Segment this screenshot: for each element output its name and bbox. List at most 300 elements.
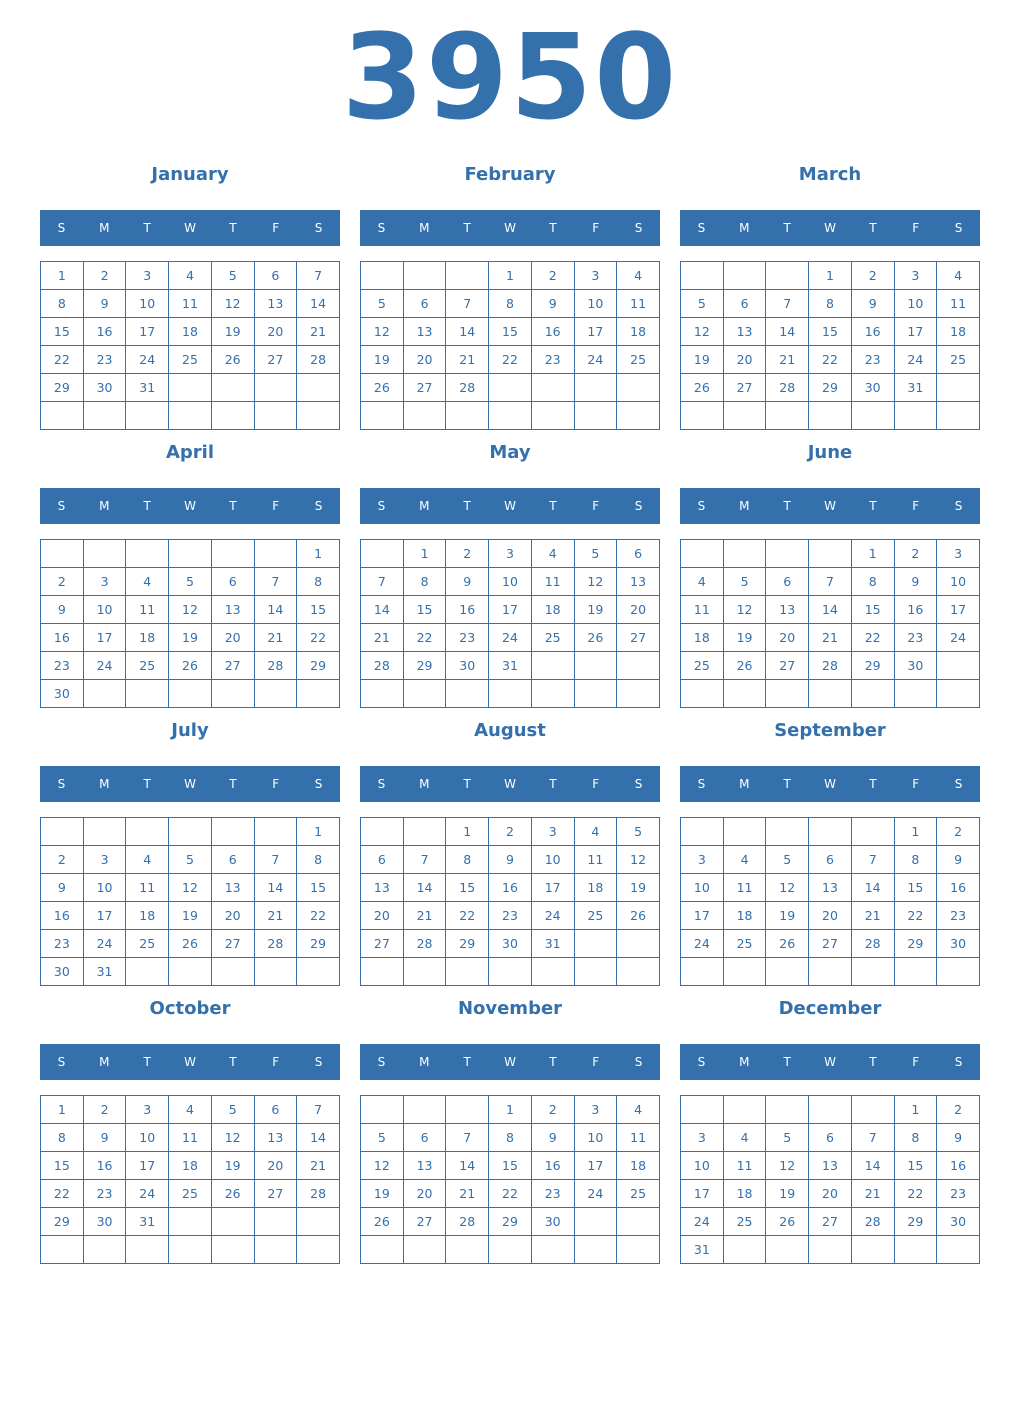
weekday-label: S xyxy=(634,777,643,791)
day-cell: 9 xyxy=(446,568,489,596)
day-cell: 14 xyxy=(851,1152,894,1180)
day-cell xyxy=(83,680,126,708)
day-cell: 14 xyxy=(766,318,809,346)
day-cell: 3 xyxy=(531,818,574,846)
day-cell xyxy=(361,680,404,708)
day-cell: 5 xyxy=(211,262,254,290)
weekday-label: T xyxy=(229,221,237,235)
day-cell: 23 xyxy=(531,1180,574,1208)
day-cell xyxy=(489,680,532,708)
weekday-label: T xyxy=(229,1055,237,1069)
day-cell: 30 xyxy=(41,958,84,986)
day-cell: 18 xyxy=(617,318,660,346)
day-grid xyxy=(40,1095,340,1264)
day-cell: 25 xyxy=(531,624,574,652)
weekday-label: T xyxy=(229,499,237,513)
weekday-header xyxy=(40,766,340,802)
day-cell: 10 xyxy=(489,568,532,596)
week-row xyxy=(361,624,660,652)
day-cell xyxy=(617,652,660,680)
day-cell: 16 xyxy=(41,902,84,930)
day-cell: 30 xyxy=(446,652,489,680)
week-row xyxy=(361,958,660,986)
day-cell: 28 xyxy=(809,652,852,680)
month-name: August xyxy=(474,720,546,741)
day-cell: 30 xyxy=(531,1208,574,1236)
day-cell: 26 xyxy=(361,374,404,402)
day-cell xyxy=(766,540,809,568)
day-cell: 5 xyxy=(361,1124,404,1152)
day-cell: 1 xyxy=(489,262,532,290)
day-cell: 9 xyxy=(894,568,937,596)
day-cell: 20 xyxy=(254,318,297,346)
weekday-label: T xyxy=(869,777,877,791)
day-cell: 18 xyxy=(574,874,617,902)
week-row xyxy=(681,930,980,958)
week-row xyxy=(41,402,340,430)
day-cell: 27 xyxy=(766,652,809,680)
day-cell xyxy=(937,680,980,708)
day-cell: 22 xyxy=(403,624,446,652)
day-cell: 2 xyxy=(41,568,84,596)
day-cell: 24 xyxy=(126,1180,169,1208)
day-cell: 10 xyxy=(681,874,724,902)
day-cell xyxy=(211,818,254,846)
weekday-label: T xyxy=(549,221,557,235)
day-cell: 15 xyxy=(809,318,852,346)
weekday-label: S xyxy=(57,499,66,513)
day-cell: 11 xyxy=(574,846,617,874)
day-cell: 11 xyxy=(937,290,980,318)
day-cell xyxy=(531,402,574,430)
day-cell: 9 xyxy=(531,1124,574,1152)
day-cell xyxy=(403,958,446,986)
week-row xyxy=(41,846,340,874)
week-row xyxy=(681,596,980,624)
week-row xyxy=(361,1152,660,1180)
day-cell: 12 xyxy=(766,874,809,902)
day-cell: 9 xyxy=(937,1124,980,1152)
day-grid xyxy=(360,1095,660,1264)
day-cell: 9 xyxy=(489,846,532,874)
day-cell: 27 xyxy=(254,1180,297,1208)
weekday-label: F xyxy=(912,221,920,235)
day-cell: 19 xyxy=(169,624,212,652)
week-row xyxy=(681,1124,980,1152)
day-cell: 10 xyxy=(126,290,169,318)
day-cell xyxy=(361,1096,404,1124)
weekday-label: M xyxy=(419,221,430,235)
month-name: February xyxy=(464,164,556,185)
weekday-label: T xyxy=(869,221,877,235)
day-cell: 31 xyxy=(126,1208,169,1236)
week-row xyxy=(681,1180,980,1208)
day-cell xyxy=(169,374,212,402)
day-cell xyxy=(574,930,617,958)
day-cell: 3 xyxy=(574,262,617,290)
day-cell: 17 xyxy=(126,318,169,346)
week-row xyxy=(361,596,660,624)
day-cell xyxy=(574,680,617,708)
day-cell: 8 xyxy=(809,290,852,318)
day-cell xyxy=(297,374,340,402)
day-cell: 11 xyxy=(126,596,169,624)
day-cell: 25 xyxy=(937,346,980,374)
day-cell: 27 xyxy=(361,930,404,958)
weekday-label: F xyxy=(592,221,600,235)
day-cell: 22 xyxy=(41,346,84,374)
day-cell xyxy=(851,402,894,430)
day-cell: 5 xyxy=(574,540,617,568)
day-cell xyxy=(531,680,574,708)
day-cell xyxy=(211,680,254,708)
weekday-label: S xyxy=(697,1055,706,1069)
day-cell xyxy=(574,1236,617,1264)
day-cell xyxy=(297,402,340,430)
day-cell: 25 xyxy=(723,1208,766,1236)
week-row xyxy=(361,346,660,374)
day-cell xyxy=(894,402,937,430)
day-cell xyxy=(851,1096,894,1124)
day-cell: 21 xyxy=(297,1152,340,1180)
day-cell: 11 xyxy=(617,1124,660,1152)
day-cell xyxy=(446,262,489,290)
day-cell: 7 xyxy=(361,568,404,596)
week-row xyxy=(361,680,660,708)
day-cell: 4 xyxy=(937,262,980,290)
week-row xyxy=(41,1180,340,1208)
day-cell: 1 xyxy=(446,818,489,846)
week-row xyxy=(681,818,980,846)
day-cell xyxy=(766,1096,809,1124)
weekday-label: W xyxy=(504,1055,516,1069)
weekday-label: T xyxy=(463,221,471,235)
day-cell: 29 xyxy=(489,1208,532,1236)
day-cell: 15 xyxy=(894,1152,937,1180)
day-cell: 7 xyxy=(446,1124,489,1152)
day-cell: 10 xyxy=(531,846,574,874)
month-name: April xyxy=(165,442,215,463)
week-row xyxy=(681,262,980,290)
day-cell xyxy=(574,652,617,680)
day-cell xyxy=(809,1236,852,1264)
day-cell: 21 xyxy=(403,902,446,930)
week-row xyxy=(41,874,340,902)
weekday-header xyxy=(360,1044,660,1080)
day-cell: 19 xyxy=(723,624,766,652)
day-cell: 5 xyxy=(766,1124,809,1152)
day-cell: 6 xyxy=(361,846,404,874)
day-cell: 11 xyxy=(169,1124,212,1152)
day-cell: 14 xyxy=(254,874,297,902)
weekday-header xyxy=(680,488,980,524)
weekday-label: F xyxy=(592,1055,600,1069)
day-cell xyxy=(809,818,852,846)
day-grid xyxy=(40,539,340,708)
day-cell xyxy=(766,402,809,430)
weekday-label: M xyxy=(99,1055,110,1069)
week-row xyxy=(361,1180,660,1208)
day-cell: 8 xyxy=(41,290,84,318)
day-cell: 9 xyxy=(41,874,84,902)
weekday-header xyxy=(360,210,660,246)
day-cell: 10 xyxy=(126,1124,169,1152)
month-name: July xyxy=(171,720,209,741)
day-cell: 26 xyxy=(766,1208,809,1236)
day-cell: 13 xyxy=(617,568,660,596)
weekday-header xyxy=(680,766,980,802)
day-cell: 9 xyxy=(41,596,84,624)
day-cell xyxy=(723,1096,766,1124)
week-row xyxy=(41,596,340,624)
weekday-label: W xyxy=(184,221,196,235)
day-cell: 2 xyxy=(83,262,126,290)
day-cell: 22 xyxy=(489,1180,532,1208)
day-cell xyxy=(446,1096,489,1124)
day-grid xyxy=(360,817,660,986)
day-cell: 23 xyxy=(83,1180,126,1208)
day-cell: 13 xyxy=(254,290,297,318)
week-row xyxy=(41,1096,340,1124)
weekday-label: M xyxy=(739,221,750,235)
day-cell: 15 xyxy=(297,596,340,624)
weekday-label: T xyxy=(463,499,471,513)
day-cell xyxy=(894,1236,937,1264)
day-cell: 14 xyxy=(809,596,852,624)
day-cell: 17 xyxy=(489,596,532,624)
day-cell xyxy=(617,958,660,986)
week-row xyxy=(41,540,340,568)
day-cell: 4 xyxy=(723,846,766,874)
day-cell xyxy=(169,402,212,430)
day-cell: 8 xyxy=(403,568,446,596)
day-cell: 5 xyxy=(617,818,660,846)
day-cell: 27 xyxy=(617,624,660,652)
day-cell: 26 xyxy=(211,1180,254,1208)
day-cell xyxy=(254,402,297,430)
day-cell: 5 xyxy=(766,846,809,874)
day-cell: 13 xyxy=(723,318,766,346)
day-cell xyxy=(254,680,297,708)
day-cell xyxy=(41,1236,84,1264)
day-cell xyxy=(574,374,617,402)
day-cell xyxy=(531,1236,574,1264)
day-cell: 4 xyxy=(126,846,169,874)
weekday-label: W xyxy=(184,777,196,791)
day-cell: 22 xyxy=(894,1180,937,1208)
day-cell: 18 xyxy=(681,624,724,652)
week-row xyxy=(681,568,980,596)
weekday-label: W xyxy=(504,499,516,513)
day-cell: 2 xyxy=(83,1096,126,1124)
week-row xyxy=(361,568,660,596)
weekday-label: T xyxy=(143,221,151,235)
week-row xyxy=(361,540,660,568)
day-cell xyxy=(809,680,852,708)
day-cell: 12 xyxy=(766,1152,809,1180)
weekday-label: T xyxy=(229,777,237,791)
day-cell: 15 xyxy=(297,874,340,902)
day-cell xyxy=(297,680,340,708)
day-cell xyxy=(403,680,446,708)
day-cell xyxy=(254,958,297,986)
day-cell: 12 xyxy=(574,568,617,596)
day-cell xyxy=(169,540,212,568)
weekday-label: M xyxy=(739,777,750,791)
day-cell: 14 xyxy=(403,874,446,902)
day-cell: 4 xyxy=(169,1096,212,1124)
day-cell: 17 xyxy=(937,596,980,624)
day-cell xyxy=(489,958,532,986)
week-row xyxy=(681,1096,980,1124)
day-cell: 11 xyxy=(723,874,766,902)
day-cell: 3 xyxy=(83,846,126,874)
weekday-header xyxy=(40,488,340,524)
day-cell: 20 xyxy=(403,346,446,374)
week-row xyxy=(361,1096,660,1124)
weekday-label: T xyxy=(463,777,471,791)
weekday-label: S xyxy=(697,499,706,513)
day-cell: 26 xyxy=(681,374,724,402)
day-cell: 22 xyxy=(894,902,937,930)
day-cell: 18 xyxy=(169,318,212,346)
day-cell: 23 xyxy=(41,930,84,958)
day-cell: 28 xyxy=(851,1208,894,1236)
day-cell xyxy=(617,402,660,430)
week-row xyxy=(41,1152,340,1180)
weekday-label: S xyxy=(377,499,386,513)
day-cell xyxy=(41,818,84,846)
weekday-label: W xyxy=(824,499,836,513)
day-cell xyxy=(297,958,340,986)
week-row xyxy=(41,318,340,346)
day-cell: 22 xyxy=(41,1180,84,1208)
day-cell: 10 xyxy=(937,568,980,596)
weekday-label: W xyxy=(184,499,196,513)
day-cell xyxy=(489,1236,532,1264)
week-row xyxy=(41,374,340,402)
day-cell xyxy=(937,652,980,680)
day-cell: 4 xyxy=(681,568,724,596)
day-cell xyxy=(723,958,766,986)
day-cell xyxy=(894,958,937,986)
day-cell: 23 xyxy=(894,624,937,652)
day-cell: 17 xyxy=(531,874,574,902)
day-cell xyxy=(211,374,254,402)
day-cell: 12 xyxy=(169,874,212,902)
day-cell xyxy=(126,680,169,708)
day-cell xyxy=(361,1236,404,1264)
week-row xyxy=(681,402,980,430)
day-cell: 6 xyxy=(211,568,254,596)
day-cell: 20 xyxy=(766,624,809,652)
weekday-label: S xyxy=(954,499,963,513)
weekday-label: T xyxy=(549,499,557,513)
day-cell: 2 xyxy=(894,540,937,568)
day-cell: 27 xyxy=(211,930,254,958)
weekday-label: S xyxy=(314,1055,323,1069)
day-cell: 6 xyxy=(809,846,852,874)
weekday-label: S xyxy=(697,777,706,791)
day-cell: 12 xyxy=(617,846,660,874)
day-cell xyxy=(574,1208,617,1236)
day-cell: 30 xyxy=(851,374,894,402)
day-cell: 9 xyxy=(531,290,574,318)
day-cell xyxy=(361,262,404,290)
day-cell: 8 xyxy=(894,846,937,874)
day-cell: 27 xyxy=(211,652,254,680)
day-cell: 24 xyxy=(126,346,169,374)
day-cell xyxy=(254,374,297,402)
day-cell: 6 xyxy=(723,290,766,318)
weekday-label: S xyxy=(377,221,386,235)
week-row xyxy=(681,874,980,902)
day-cell: 6 xyxy=(809,1124,852,1152)
weekday-label: W xyxy=(504,777,516,791)
day-cell: 24 xyxy=(894,346,937,374)
day-cell: 28 xyxy=(254,652,297,680)
day-cell: 16 xyxy=(937,1152,980,1180)
day-cell: 29 xyxy=(297,652,340,680)
day-cell: 12 xyxy=(169,596,212,624)
day-cell: 31 xyxy=(681,1236,724,1264)
day-cell: 30 xyxy=(937,1208,980,1236)
week-row xyxy=(41,624,340,652)
day-cell: 31 xyxy=(894,374,937,402)
day-cell xyxy=(126,402,169,430)
day-cell: 30 xyxy=(41,680,84,708)
day-cell xyxy=(211,958,254,986)
weekday-label: S xyxy=(377,1055,386,1069)
month-name: October xyxy=(149,998,231,1019)
day-cell xyxy=(809,402,852,430)
day-cell: 30 xyxy=(894,652,937,680)
day-cell xyxy=(681,540,724,568)
day-cell: 3 xyxy=(574,1096,617,1124)
day-cell: 31 xyxy=(126,374,169,402)
weekday-label: S xyxy=(314,777,323,791)
day-cell: 20 xyxy=(809,1180,852,1208)
month-name: December xyxy=(778,998,882,1019)
week-row xyxy=(681,680,980,708)
month-name: May xyxy=(489,442,531,463)
day-cell: 3 xyxy=(83,568,126,596)
day-cell xyxy=(809,958,852,986)
week-row xyxy=(681,958,980,986)
day-cell: 26 xyxy=(617,902,660,930)
day-cell: 1 xyxy=(297,818,340,846)
day-cell xyxy=(83,402,126,430)
day-cell xyxy=(681,958,724,986)
day-cell: 18 xyxy=(617,1152,660,1180)
day-cell: 11 xyxy=(126,874,169,902)
week-row xyxy=(681,374,980,402)
day-cell xyxy=(809,540,852,568)
day-cell: 28 xyxy=(297,346,340,374)
day-cell: 2 xyxy=(937,818,980,846)
day-cell: 19 xyxy=(766,1180,809,1208)
day-cell: 18 xyxy=(126,902,169,930)
day-cell: 16 xyxy=(894,596,937,624)
day-cell: 31 xyxy=(531,930,574,958)
day-cell: 17 xyxy=(574,318,617,346)
day-cell: 1 xyxy=(894,818,937,846)
day-cell: 1 xyxy=(41,1096,84,1124)
day-cell: 13 xyxy=(361,874,404,902)
day-cell: 13 xyxy=(211,874,254,902)
day-cell: 17 xyxy=(894,318,937,346)
day-cell xyxy=(851,958,894,986)
